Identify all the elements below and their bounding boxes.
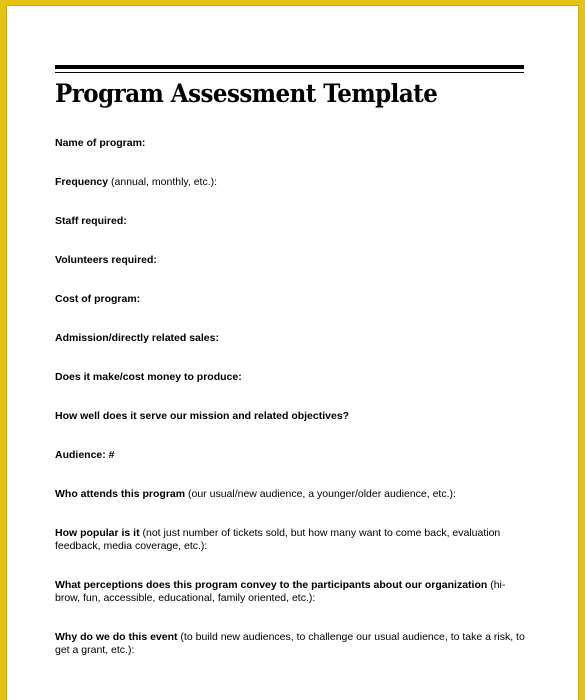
field-label: Admission/directly related sales: — [55, 332, 219, 344]
field-hint: (to build new audiences, to challenge our usual audience, to take a risk, to get a grant, etc.): — [55, 631, 525, 656]
field-make-cost-money — [55, 371, 525, 384]
header-rule-thin — [55, 72, 524, 73]
field-hint: (our usual/new audience, a younger/older audience, etc.): — [185, 488, 456, 500]
field-label: How popular is it — [55, 527, 140, 539]
field-perceptions — [55, 579, 525, 605]
field-mission-objectives — [55, 410, 525, 423]
field-why-event — [55, 631, 525, 657]
field-label: Cost of program: — [55, 293, 141, 305]
field-label: Name of program: — [55, 137, 146, 149]
field-label: Why do we do this event — [55, 631, 178, 643]
field-label: Frequency — [55, 176, 109, 188]
document-title: Program Assessment Template — [55, 79, 438, 108]
field-hint: (not just number of tickets sold, but how many want to come back, evaluation feedback, media coverage, etc.): — [55, 527, 501, 552]
field-label: Staff required: — [55, 215, 127, 227]
field-label: Volunteers required: — [55, 254, 157, 266]
field-name-of-program — [55, 137, 525, 150]
field-label: What perceptions does this program convey to the participants about our organization — [55, 579, 488, 591]
field-hint: (hi-brow, fun, accessible, educational, family oriented, etc.): — [55, 579, 506, 604]
field-who-attends — [55, 488, 525, 501]
field-staff-required — [55, 215, 525, 228]
header-rule-thick — [55, 65, 524, 69]
field-hint: (annual, monthly, etc.): — [108, 176, 218, 188]
document-page — [6, 5, 579, 700]
field-volunteers-required — [55, 254, 525, 267]
field-label: Audience: # — [55, 449, 115, 461]
field-admission-sales — [55, 332, 525, 345]
field-cost-of-program — [55, 293, 525, 306]
field-how-popular — [55, 527, 525, 553]
field-audience — [55, 449, 525, 462]
field-label: Who attends this program — [55, 488, 186, 500]
field-frequency — [55, 176, 525, 189]
field-label: How well does it serve our mission and related objectives? — [55, 410, 350, 422]
field-label: Does it make/cost money to produce: — [55, 371, 242, 383]
